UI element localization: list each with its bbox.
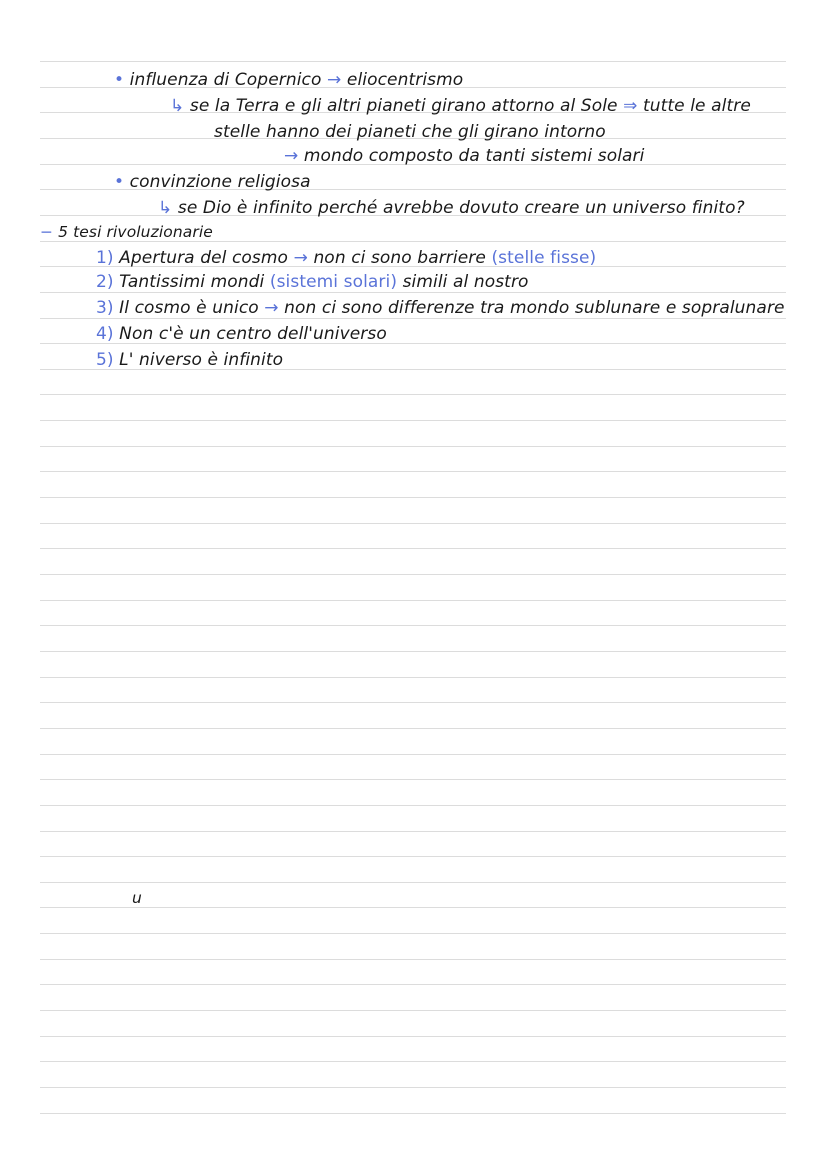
ruled-line	[40, 779, 786, 780]
note-line-terra	[170, 96, 751, 116]
ruled-line	[40, 959, 786, 960]
arrow-right-icon: →	[293, 248, 308, 268]
ruled-line	[40, 805, 786, 806]
list-item	[96, 350, 283, 370]
ruled-line	[40, 754, 786, 755]
list-item	[96, 324, 387, 344]
item-text: non ci sono barriere	[313, 248, 486, 268]
note-text: se Dio è infinito perché avrebbe dovuto creare un universo finito?	[177, 198, 745, 218]
ruled-line	[40, 446, 786, 447]
note-text: influenza di Copernico	[129, 70, 322, 90]
arrow-right-icon: →	[264, 298, 279, 318]
ruled-line	[40, 497, 786, 498]
ruled-line	[40, 600, 786, 601]
item-number: 2)	[96, 272, 114, 292]
bullet-icon: •	[114, 70, 125, 90]
item-text: Il cosmo è unico	[119, 298, 259, 318]
ruled-line	[40, 1087, 786, 1088]
item-number: 1)	[96, 248, 114, 268]
dash-icon: −	[40, 223, 54, 241]
item-paren-text: (stelle fisse)	[491, 248, 597, 268]
list-item	[96, 272, 529, 292]
double-arrow-icon: ⇒	[623, 96, 638, 116]
ruled-line	[40, 420, 786, 421]
arrow-right-icon: →	[284, 146, 299, 166]
ruled-line	[40, 394, 786, 395]
heading-text: 5 tesi rivoluzionarie	[58, 223, 213, 241]
item-number: 3)	[96, 298, 114, 318]
note-line-convinzione	[114, 172, 311, 192]
bullet-icon: •	[114, 172, 125, 192]
item-number: 4)	[96, 324, 114, 344]
note-line-dio	[158, 198, 745, 218]
ruled-line	[40, 574, 786, 575]
list-item	[96, 298, 785, 318]
ruled-line	[40, 702, 786, 703]
note-line-stelle	[214, 122, 606, 142]
ruled-line	[40, 292, 786, 293]
ruled-line	[40, 61, 786, 62]
note-text: mondo composto da tanti sistemi solari	[303, 146, 645, 166]
ruled-line	[40, 651, 786, 652]
ruled-line	[40, 625, 786, 626]
note-text: convinzione religiosa	[129, 172, 311, 192]
note-line-mondo	[284, 146, 644, 166]
item-text: Tantissimi mondi	[119, 272, 265, 292]
ruled-line	[40, 1036, 786, 1037]
note-text: tutte le altre	[643, 96, 751, 116]
item-paren-text: (sistemi solari)	[269, 272, 398, 292]
stray-handwritten-mark: u	[132, 889, 142, 907]
ruled-line	[40, 728, 786, 729]
note-text: stelle hanno dei pianeti che gli girano intorno	[214, 122, 606, 142]
ruled-line	[40, 318, 786, 319]
item-text: simili al nostro	[402, 272, 529, 292]
item-number: 5)	[96, 350, 114, 370]
item-text: Non c'è un centro dell'universo	[119, 324, 387, 344]
ruled-line	[40, 523, 786, 524]
ruled-line	[40, 548, 786, 549]
item-text: non ci sono differenze tra mondo sublunare e sopralunare	[284, 298, 785, 318]
ruled-line	[40, 856, 786, 857]
ruled-line	[40, 1113, 786, 1114]
note-line-copernico	[114, 70, 463, 90]
hook-arrow-icon: ↳	[158, 198, 173, 218]
ruled-line	[40, 907, 786, 908]
ruled-line	[40, 984, 786, 985]
ruled-line	[40, 677, 786, 678]
note-text: eliocentrismo	[346, 70, 464, 90]
ruled-line	[40, 471, 786, 472]
ruled-line	[40, 831, 786, 832]
ruled-line	[40, 882, 786, 883]
ruled-line	[40, 933, 786, 934]
arrow-right-icon: →	[327, 70, 342, 90]
hook-arrow-icon: ↳	[170, 96, 185, 116]
ruled-line	[40, 1061, 786, 1062]
section-heading	[40, 222, 213, 242]
item-text: L' niverso è infinito	[119, 350, 284, 370]
ruled-line	[40, 1010, 786, 1011]
list-item	[96, 248, 596, 268]
item-text: Apertura del cosmo	[119, 248, 289, 268]
note-text: se la Terra e gli altri pianeti girano attorno al Sole	[189, 96, 618, 116]
